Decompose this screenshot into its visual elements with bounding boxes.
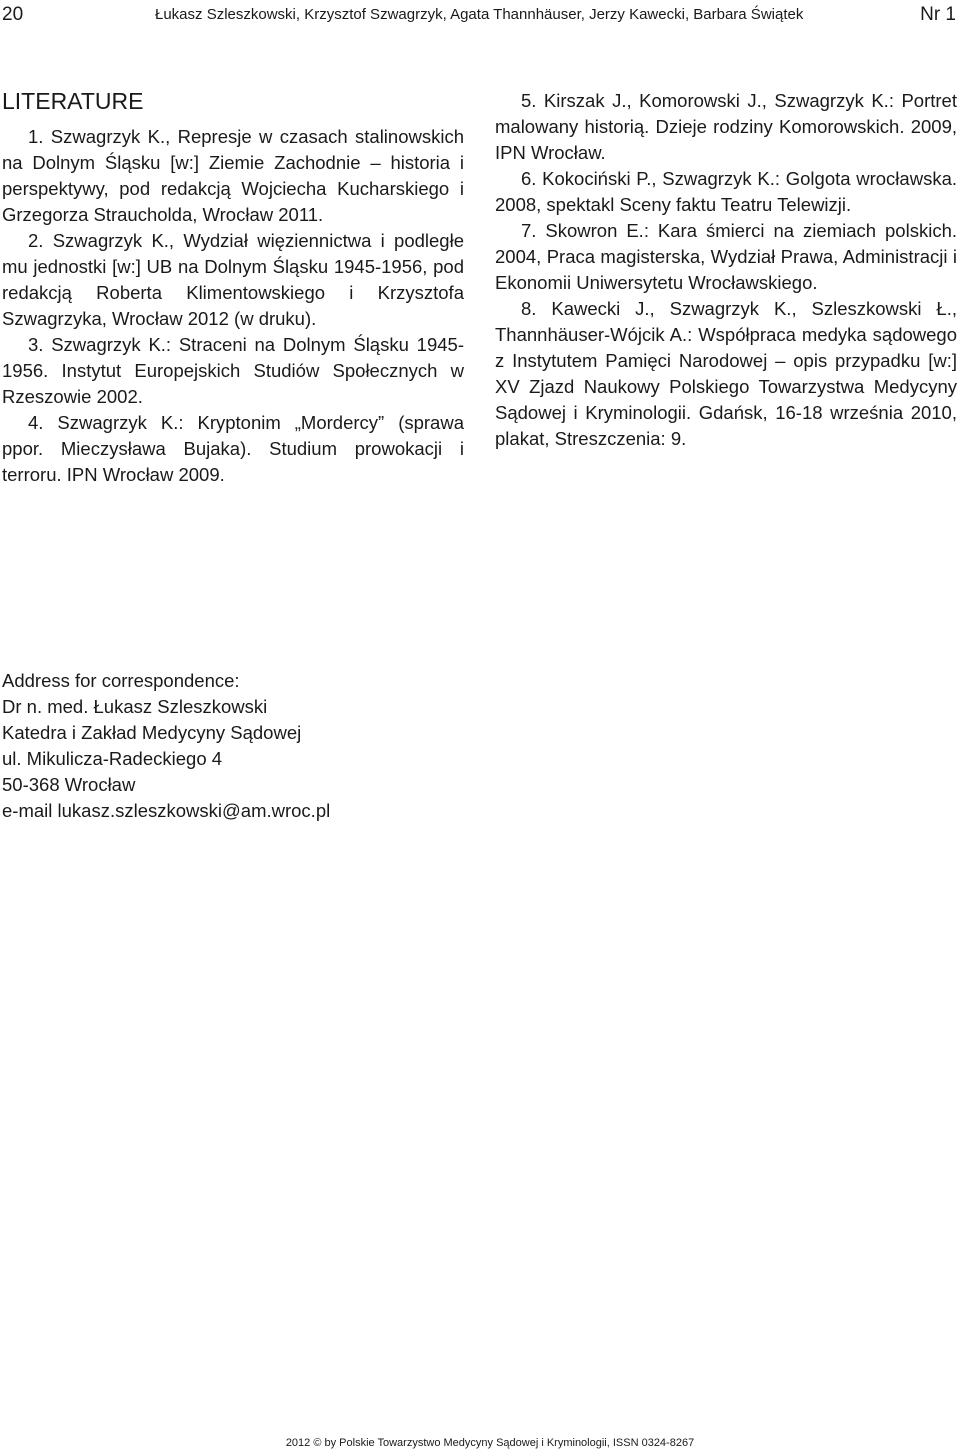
- address-email[interactable]: e-mail lukasz.szleszkowski@am.wroc.pl: [2, 800, 331, 821]
- address-department: Katedra i Zakład Medycyny Sądowej: [2, 722, 302, 743]
- address-street: ul. Mikulicza-Radeckiego 4: [2, 748, 223, 769]
- reference-item: 1. Szwagrzyk K., Represje w czasach stalinowskich na Dolnym Śląsku [w:] Ziemie Zachodnie – historia i perspektywy, pod redakcją Wojciecha Kucharskiego i Grzegorza Straucholda, Wrocław 2011.: [2, 126, 464, 225]
- reference-item: 7. Skowron E.: Kara śmierci na ziemiach polskich. 2004, Praca magisterska, Wydział Prawa, Administracji i Ekonomii Uniwersytetu Wrocławskiego.: [495, 220, 957, 293]
- issue-number: Nr 1: [920, 4, 956, 25]
- literature-heading: LITERATURE: [2, 88, 144, 114]
- references-left-column: [2, 88, 464, 488]
- running-header: [0, 4, 960, 34]
- reference-item: 3. Szwagrzyk K.: Straceni na Dolnym Śląsku 1945-1956. Instytut Europejskich Studiów Społecznych w Rzeszowie 2002.: [2, 334, 464, 407]
- address-name: Dr n. med. Łukasz Szleszkowski: [2, 696, 268, 717]
- reference-item: 6. Kokociński P., Szwagrzyk K.: Golgota wrocławska. 2008, spektakl Sceny faktu Teatru Telewizji.: [495, 168, 957, 215]
- page-number: 20: [2, 4, 24, 25]
- correspondence-address: [2, 668, 330, 824]
- copyright-footer: 2012 © by Polskie Towarzystwo Medycyny Sądowej i Kryminologii, ISSN 0324-8267: [285, 1437, 695, 1449]
- running-authors: Łukasz Szleszkowski, Krzysztof Szwagrzyk, Agata Thannhäuser, Jerzy Kawecki, Barbara Świątek: [155, 6, 804, 23]
- reference-item: 8. Kawecki J., Szwagrzyk K., Szleszkowski Ł., Thannhäuser-Wójcik A.: Współpraca medyka sądowego z Instytutem Pamięci Narodowej – opis przypadku [w:] XV Zjazd Naukowy Polskiego Towarzystwa Medycyny Sądowej i Kryminologii. Gdańsk, 16-18 września 2010, plakat, Streszczenia: 9.: [495, 298, 957, 449]
- reference-item: 5. Kirszak J., Komorowski J., Szwagrzyk K.: Portret malowany historią. Dzieje rodziny Komorowskich. 2009, IPN Wrocław.: [495, 90, 957, 163]
- address-city: 50-368 Wrocław: [2, 774, 136, 795]
- address-heading: Address for correspondence:: [2, 670, 240, 691]
- reference-item: 2. Szwagrzyk K., Wydział więziennictwa i podległe mu jednostki [w:] UB na Dolnym Śląsku 1945-1956, pod redakcją Roberta Klimentowskiego i Krzysztofa Szwagrzyka, Wrocław 2012 (w druku).: [2, 230, 464, 329]
- references-right-column: [495, 88, 957, 452]
- reference-item: 4. Szwagrzyk K.: Kryptonim „Mordercy” (sprawa ppor. Mieczysława Bujaka). Studium prowokacji i terroru. IPN Wrocław 2009.: [2, 412, 464, 485]
